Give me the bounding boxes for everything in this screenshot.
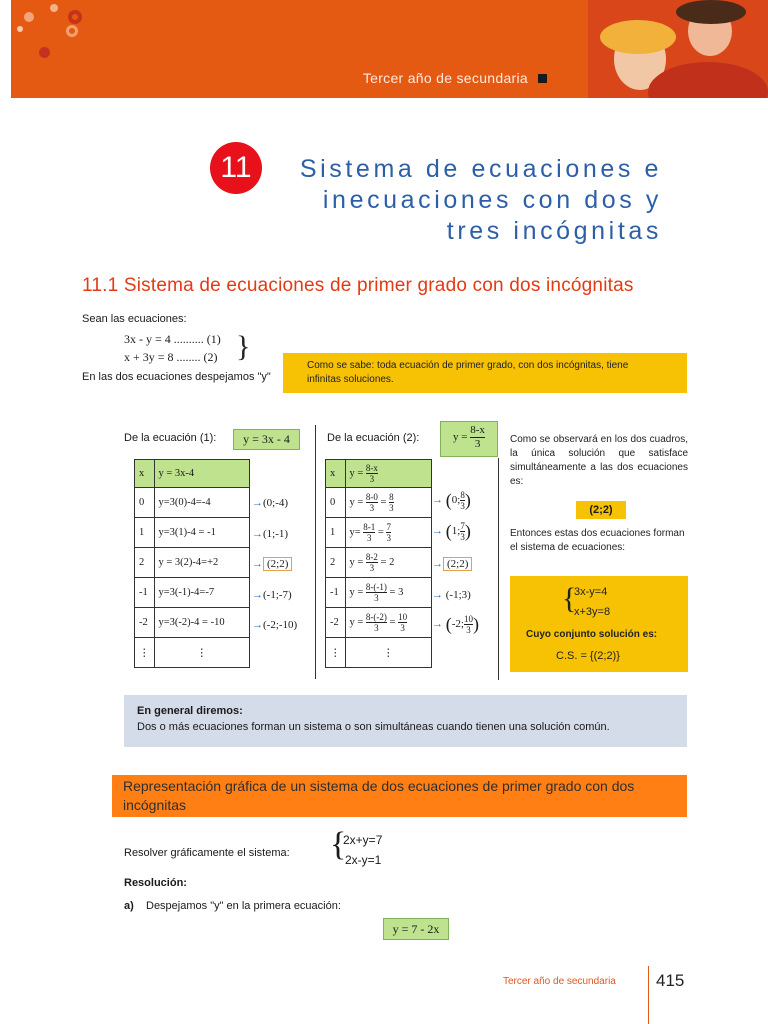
table-row: -2 y = $\frac{8-(-2)}{3}$ = $\frac{10}{3}$ <box>326 608 432 638</box>
entonces-text: Entonces estas dos ecuaciones forman el sistema de ecuaciones: <box>510 528 685 553</box>
table-row: -1 y=3(-1)-4=-7 <box>135 578 250 608</box>
resolver-label: Resolver gráficamente el sistema: <box>124 847 290 859</box>
table-row: -2 y=3(-2)-4 = -10 <box>135 608 250 638</box>
system-eq2: x+3y=8 <box>574 606 611 618</box>
banner-series-label: Tercer año de secundaria <box>362 70 528 86</box>
step-letter: a) <box>124 900 134 912</box>
table1-point: →(-1;-7) <box>252 589 292 601</box>
table-row: ⋮ ⋮ <box>135 638 250 668</box>
values-table-2 <box>325 459 432 668</box>
graphic-section-title: Representación gráfica de un sistema de dos ecuaciones de primer grado con dos incógnitas <box>112 775 687 817</box>
table2-point-solution: → (2;2) <box>432 558 472 570</box>
footer-divider <box>648 966 649 1024</box>
step-result-tag: y = 7 - 2x <box>383 918 449 940</box>
table-row: -1 y = $\frac{8-(-1)}{3}$ = 3 <box>326 578 432 608</box>
graphic-brace: { <box>330 826 347 863</box>
system-box <box>510 576 688 672</box>
graphic-eq2: 2x-y=1 <box>345 853 382 867</box>
decor-dot <box>39 47 50 58</box>
table-row: 2 y = $\frac{8-2}{3}$ = 2 <box>326 548 432 578</box>
graphic-eq1: 2x+y=7 <box>343 833 383 847</box>
solution-set: C.S. = {(2;2)} <box>556 650 620 662</box>
table1-point: →(-2;-10) <box>252 619 298 631</box>
unique-solution-tag: (2;2) <box>576 501 626 519</box>
table1-label: De la ecuación (1): <box>124 432 217 444</box>
table2-point: → (-1;3) <box>432 589 471 601</box>
step-text: Despejamos "y" en la primera ecuación: <box>146 900 341 912</box>
decor-dot <box>50 4 58 12</box>
observation-text: Como se observará en los dos cuadros, la única solución que satisface simultáneamente a las dos ecuaciones es: <box>510 434 688 487</box>
table-row: 2 y = 3(2)-4=+2 <box>135 548 250 578</box>
decor-dot <box>68 10 82 24</box>
footer-series-label: Tercer año de secundaria <box>503 976 616 987</box>
students-photo <box>588 0 768 98</box>
system-brace: } <box>236 330 251 363</box>
table-row: x y = $\frac{8-x}{3}$ <box>326 460 432 488</box>
resolucion-heading: Resolución: <box>124 877 187 889</box>
infinite-solutions-note: Como se sabe: toda ecuación de primer grado, con dos incógnitas, tiene infinitas soluciones. <box>283 353 687 393</box>
table-row: 0 y=3(0)-4=-4 <box>135 488 250 518</box>
equation-2: x + 3y = 8 ........ (2) <box>124 350 218 364</box>
table2-point: → (0; $\frac{8}{3}$ ) <box>432 490 471 511</box>
table-row: 0 y = $\frac{8-0}{3}$ = $\frac{8}{3}$ <box>326 488 432 518</box>
column-divider <box>315 425 316 679</box>
system-brace: { <box>562 582 577 615</box>
table1-equation-tag: y = 3x - 4 <box>233 429 300 450</box>
decor-dot <box>66 25 78 37</box>
chapter-number: 11 <box>210 142 262 194</box>
section-title: 11.1 Sistema de ecuaciones de primer grado con dos incógnitas <box>82 275 634 296</box>
general-text: Dos o más ecuaciones forman un sistema o son simultáneas cuando tienen una solución común. <box>137 721 610 733</box>
table2-label: De la ecuación (2): <box>327 432 420 444</box>
page-number: 415 <box>656 971 685 990</box>
banner-marker <box>538 74 547 83</box>
general-heading: En general diremos: <box>137 705 243 717</box>
general-statement <box>124 695 687 747</box>
header-banner <box>11 0 768 98</box>
table2-equation-tag: y = $\frac{8-x}{3}$ <box>440 421 498 457</box>
chapter-title: Sistema de ecuaciones e inecuaciones con dos y tres incógnitas <box>299 155 662 245</box>
table-row: 1 y=3(1)-4 = -1 <box>135 518 250 548</box>
decor-dot <box>17 26 23 32</box>
table2-point: → (-2; $\frac{10}{3}$ ) <box>432 614 479 635</box>
system-eq1: 3x-y=4 <box>574 586 608 598</box>
cuyo-label: Cuyo conjunto solución es: <box>526 629 658 640</box>
intro-despejamos: En las dos ecuaciones despejamos "y" <box>82 371 271 383</box>
values-table-1 <box>134 459 250 668</box>
table-row: x y = 3x-4 <box>135 460 250 488</box>
decor-dot <box>24 12 34 22</box>
equation-1: 3x - y = 4 .......... (1) <box>124 332 221 346</box>
table1-point: →(0;-4) <box>252 497 289 509</box>
table1-point: →(1;-1) <box>252 528 289 540</box>
table-row: ⋮ ⋮ <box>326 638 432 668</box>
table2-point: → (1; $\frac{7}{3}$ ) <box>432 521 471 542</box>
intro-lead: Sean las ecuaciones: <box>82 313 187 325</box>
column-divider <box>498 458 499 680</box>
table1-point-solution: → (2;2) <box>252 558 292 570</box>
table-row: 1 y= $\frac{8-1}{3}$ = $\frac{7}{3}$ <box>326 518 432 548</box>
